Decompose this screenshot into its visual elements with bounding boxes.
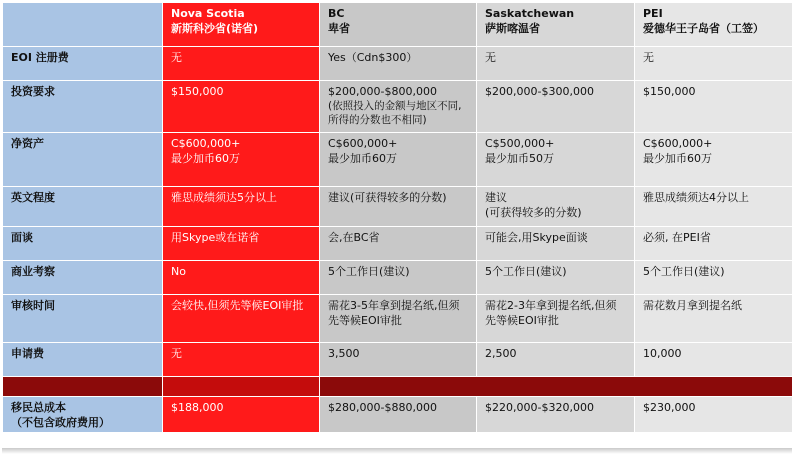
- cell-saskatchewan: 5个工作日(建议): [477, 261, 635, 295]
- cell-saskatchewan: [477, 133, 635, 187]
- cell-bc: 5个工作日(建议): [320, 261, 477, 295]
- cell-nova-scotia: No: [163, 261, 320, 295]
- cell-bc: Yes（Cdn$300）: [320, 47, 477, 81]
- row-label: 商业考察: [3, 261, 163, 295]
- cell-value: C$500,000+: [485, 137, 555, 150]
- header-nova-scotia: [163, 3, 320, 47]
- cell-pei: 无: [635, 47, 793, 81]
- column-name: Nova Scotia: [171, 7, 245, 20]
- cell-bc: 建议(可获得较多的分数): [320, 187, 477, 227]
- header-row: [3, 3, 793, 47]
- cell-nova-scotia: 用Skype或在诺省: [163, 227, 320, 261]
- cell-nova-scotia: [163, 133, 320, 187]
- total-label: 移民总成本: [11, 401, 66, 414]
- header-bc: [320, 3, 477, 47]
- total-label-note: （不包含政府费用）: [11, 416, 110, 429]
- cell-bc: $280,000-$880,000: [320, 397, 477, 433]
- cell-pei: [635, 133, 793, 187]
- column-subtitle: 卑省: [328, 22, 350, 35]
- row-eoi-fee: [3, 47, 793, 81]
- cell-value-2: 最少加币60万: [171, 152, 240, 165]
- cell-value: C$600,000+: [328, 137, 398, 150]
- column-name: BC: [328, 7, 345, 20]
- header-pei: [635, 3, 793, 47]
- cell-value-2: 最少加币60万: [328, 152, 397, 165]
- cell-value-2: (可获得较多的分数): [485, 206, 582, 219]
- separator-cell: [320, 377, 793, 397]
- cell-bc: 3,500: [320, 343, 477, 377]
- cell-bc: 会,在BC省: [320, 227, 477, 261]
- cell-pei: 10,000: [635, 343, 793, 377]
- cell-value: C$600,000+: [643, 137, 713, 150]
- row-business-visit: [3, 261, 793, 295]
- cell-nova-scotia: 雅思成绩须达5分以上: [163, 187, 320, 227]
- row-label: 投资要求: [3, 81, 163, 133]
- cell-pei: 需花数月拿到提名纸: [635, 295, 793, 343]
- separator-cell: [3, 377, 163, 397]
- cell-bc: 需花3-5年拿到提名纸,但须先等候EOI审批: [320, 295, 477, 343]
- cell-value-2: 最少加币50万: [485, 152, 554, 165]
- row-label: EOI 注册费: [3, 47, 163, 81]
- cell-saskatchewan: 可能会,用Skype面谈: [477, 227, 635, 261]
- cell-saskatchewan: 无: [477, 47, 635, 81]
- row-english: [3, 187, 793, 227]
- column-subtitle: 爱德华王子岛省（工签）: [643, 22, 764, 35]
- header-saskatchewan: [477, 3, 635, 47]
- cell-value: $200,000-$800,000: [328, 85, 437, 98]
- table-shadow: [2, 448, 792, 454]
- cell-value: 建议: [485, 191, 507, 204]
- row-label: [3, 397, 163, 433]
- column-name: PEI: [643, 7, 663, 20]
- cell-saskatchewan: $200,000-$300,000: [477, 81, 635, 133]
- cell-bc: [320, 81, 477, 133]
- cell-saskatchewan: 需花2-3年拿到提名纸,但须先等候EOI审批: [477, 295, 635, 343]
- row-application-fee: [3, 343, 793, 377]
- separator-cell: [163, 377, 320, 397]
- column-subtitle: 萨斯喀温省: [485, 22, 540, 35]
- row-investment: [3, 81, 793, 133]
- row-label: 申请费: [3, 343, 163, 377]
- cell-pei: 雅思成绩须达4分以上: [635, 187, 793, 227]
- row-total-cost: [3, 397, 793, 433]
- column-subtitle: 新斯科沙省(诺省): [171, 22, 259, 35]
- row-label: 英文程度: [3, 187, 163, 227]
- cell-saskatchewan: 2,500: [477, 343, 635, 377]
- cell-pei: $230,000: [635, 397, 793, 433]
- cell-nova-scotia: 会较快,但须先等候EOI审批: [163, 295, 320, 343]
- row-interview: [3, 227, 793, 261]
- cell-nova-scotia: $188,000: [163, 397, 320, 433]
- cell-saskatchewan: $220,000-$320,000: [477, 397, 635, 433]
- cell-nova-scotia: 无: [163, 47, 320, 81]
- column-name: Saskatchewan: [485, 7, 575, 20]
- row-label: 审核时间: [3, 295, 163, 343]
- cell-nova-scotia: $150,000: [163, 81, 320, 133]
- cell-nova-scotia: 无: [163, 343, 320, 377]
- row-label: 净资产: [3, 133, 163, 187]
- row-review-time: [3, 295, 793, 343]
- cell-pei: 5个工作日(建议): [635, 261, 793, 295]
- cell-pei: 必须, 在PEI省: [635, 227, 793, 261]
- cell-saskatchewan: [477, 187, 635, 227]
- cell-value-2: 最少加币60万: [643, 152, 712, 165]
- header-corner-cell: [3, 3, 163, 47]
- row-net-worth: [3, 133, 793, 187]
- comparison-table: [2, 2, 793, 433]
- separator-row: [3, 377, 793, 397]
- cell-value: C$600,000+: [171, 137, 241, 150]
- cell-bc: [320, 133, 477, 187]
- cell-note: (依照投入的金额与地区不同,所得的分数也不相同): [328, 100, 462, 126]
- row-label: 面谈: [3, 227, 163, 261]
- cell-pei: $150,000: [635, 81, 793, 133]
